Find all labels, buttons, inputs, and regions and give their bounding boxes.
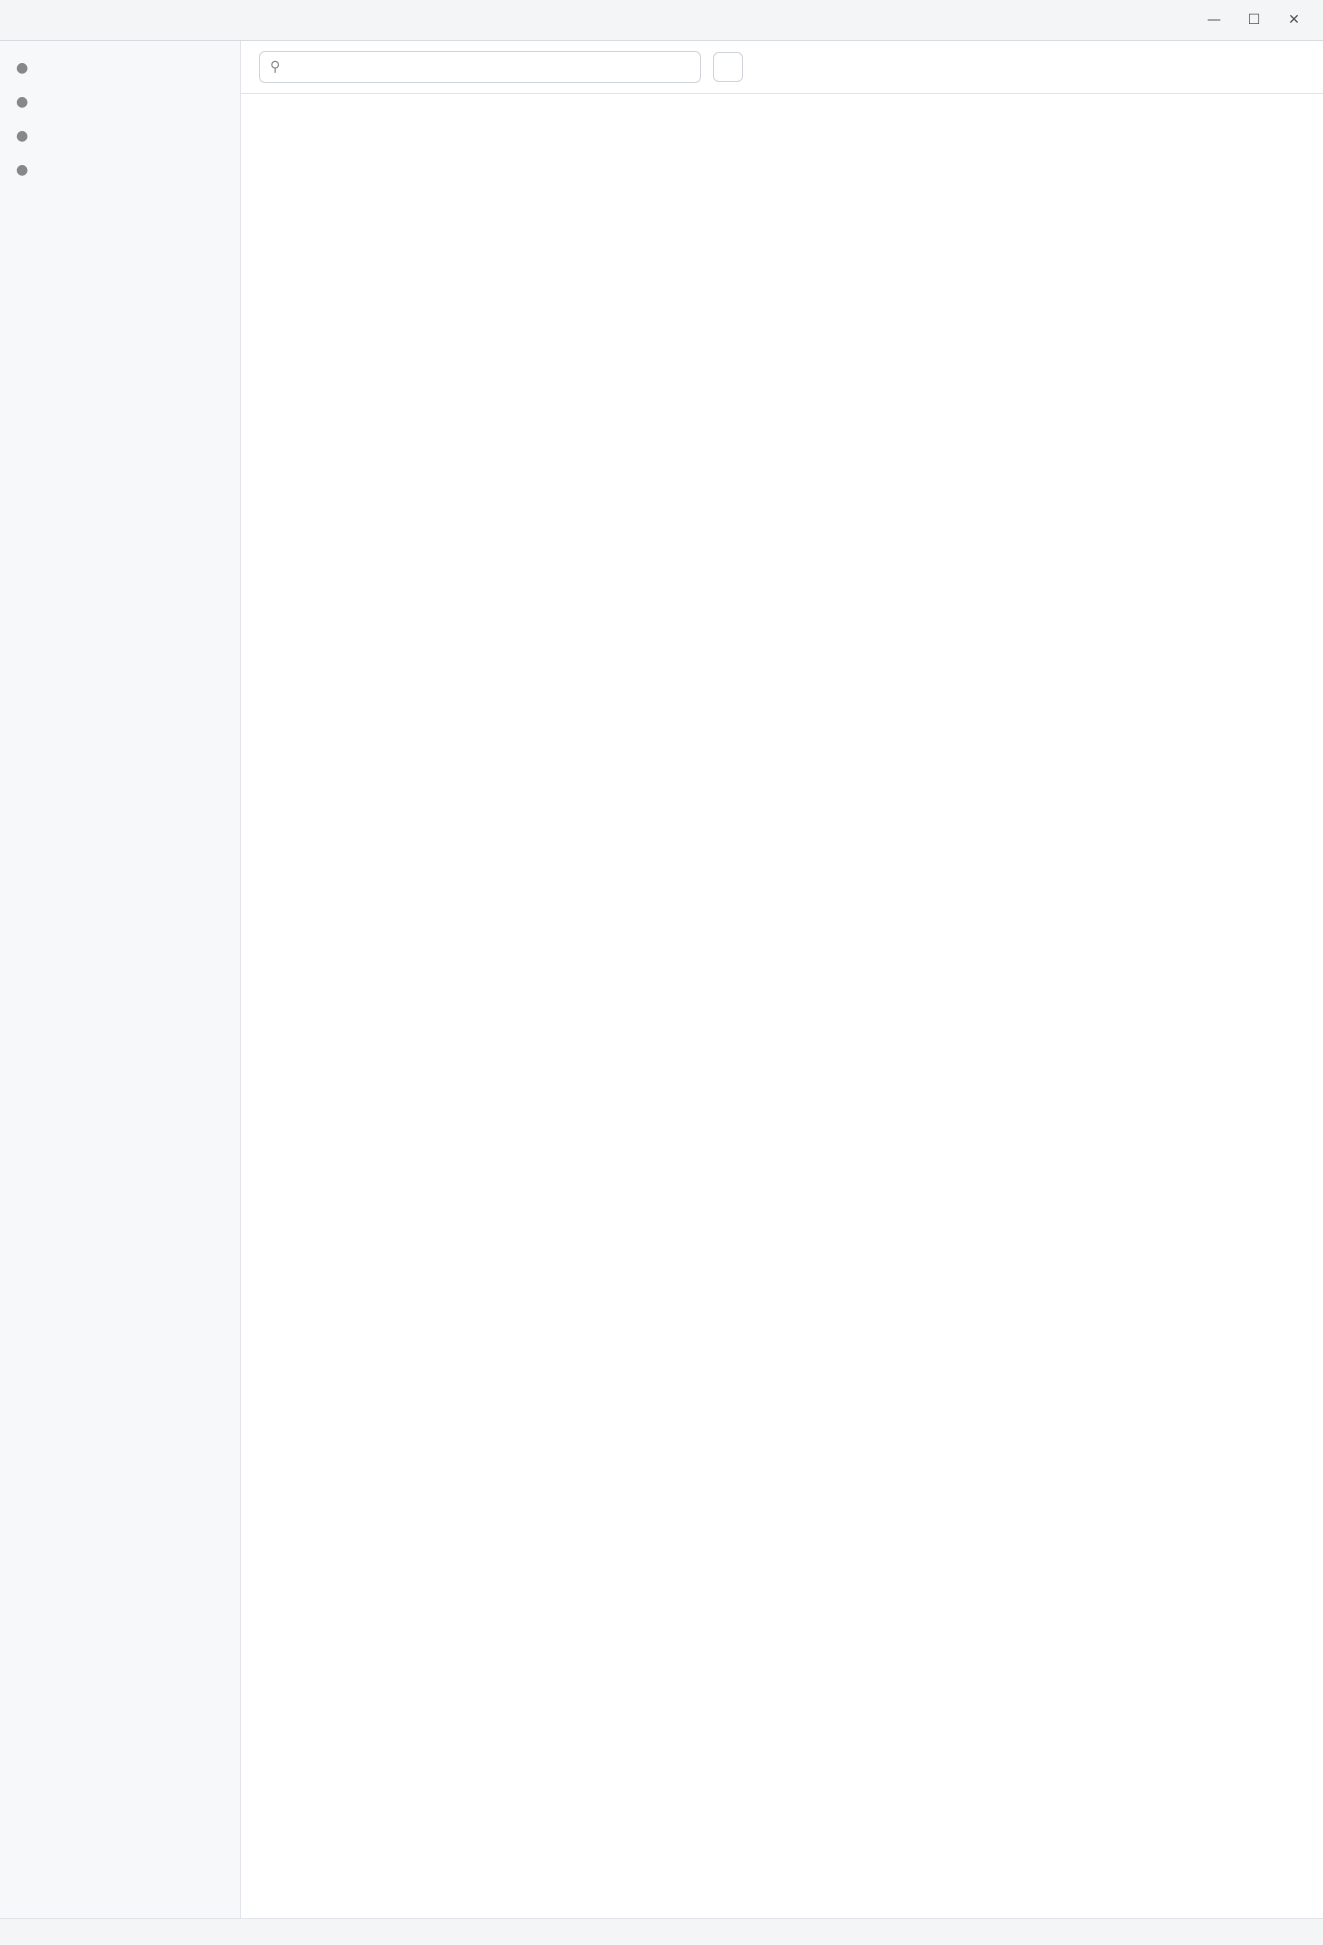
- window-body: [0, 41, 1323, 1918]
- sidebar-item[interactable]: [0, 153, 240, 187]
- item-icon: ●: [16, 162, 29, 178]
- main-panel: [241, 41, 1323, 1918]
- search-input[interactable]: [288, 58, 690, 76]
- toolbar: [241, 41, 1323, 94]
- title-bar: [0, 0, 1323, 41]
- item-icon: ●: [16, 128, 29, 144]
- search-box[interactable]: [259, 51, 701, 83]
- sidebar: [0, 41, 241, 1918]
- item-icon: ●: [16, 94, 29, 110]
- status-bar: [0, 1918, 1323, 1945]
- sidebar-item[interactable]: [0, 51, 240, 85]
- close-icon[interactable]: ✕: [1288, 12, 1300, 28]
- content-area: [241, 94, 1323, 1918]
- primary-button[interactable]: [713, 52, 743, 82]
- sidebar-item[interactable]: [0, 119, 240, 153]
- sidebar-item[interactable]: [0, 85, 240, 119]
- minimize-icon[interactable]: —: [1207, 12, 1221, 28]
- item-icon: ●: [16, 60, 29, 76]
- maximize-icon[interactable]: ☐: [1247, 12, 1261, 28]
- search-icon: ⚲: [270, 59, 281, 75]
